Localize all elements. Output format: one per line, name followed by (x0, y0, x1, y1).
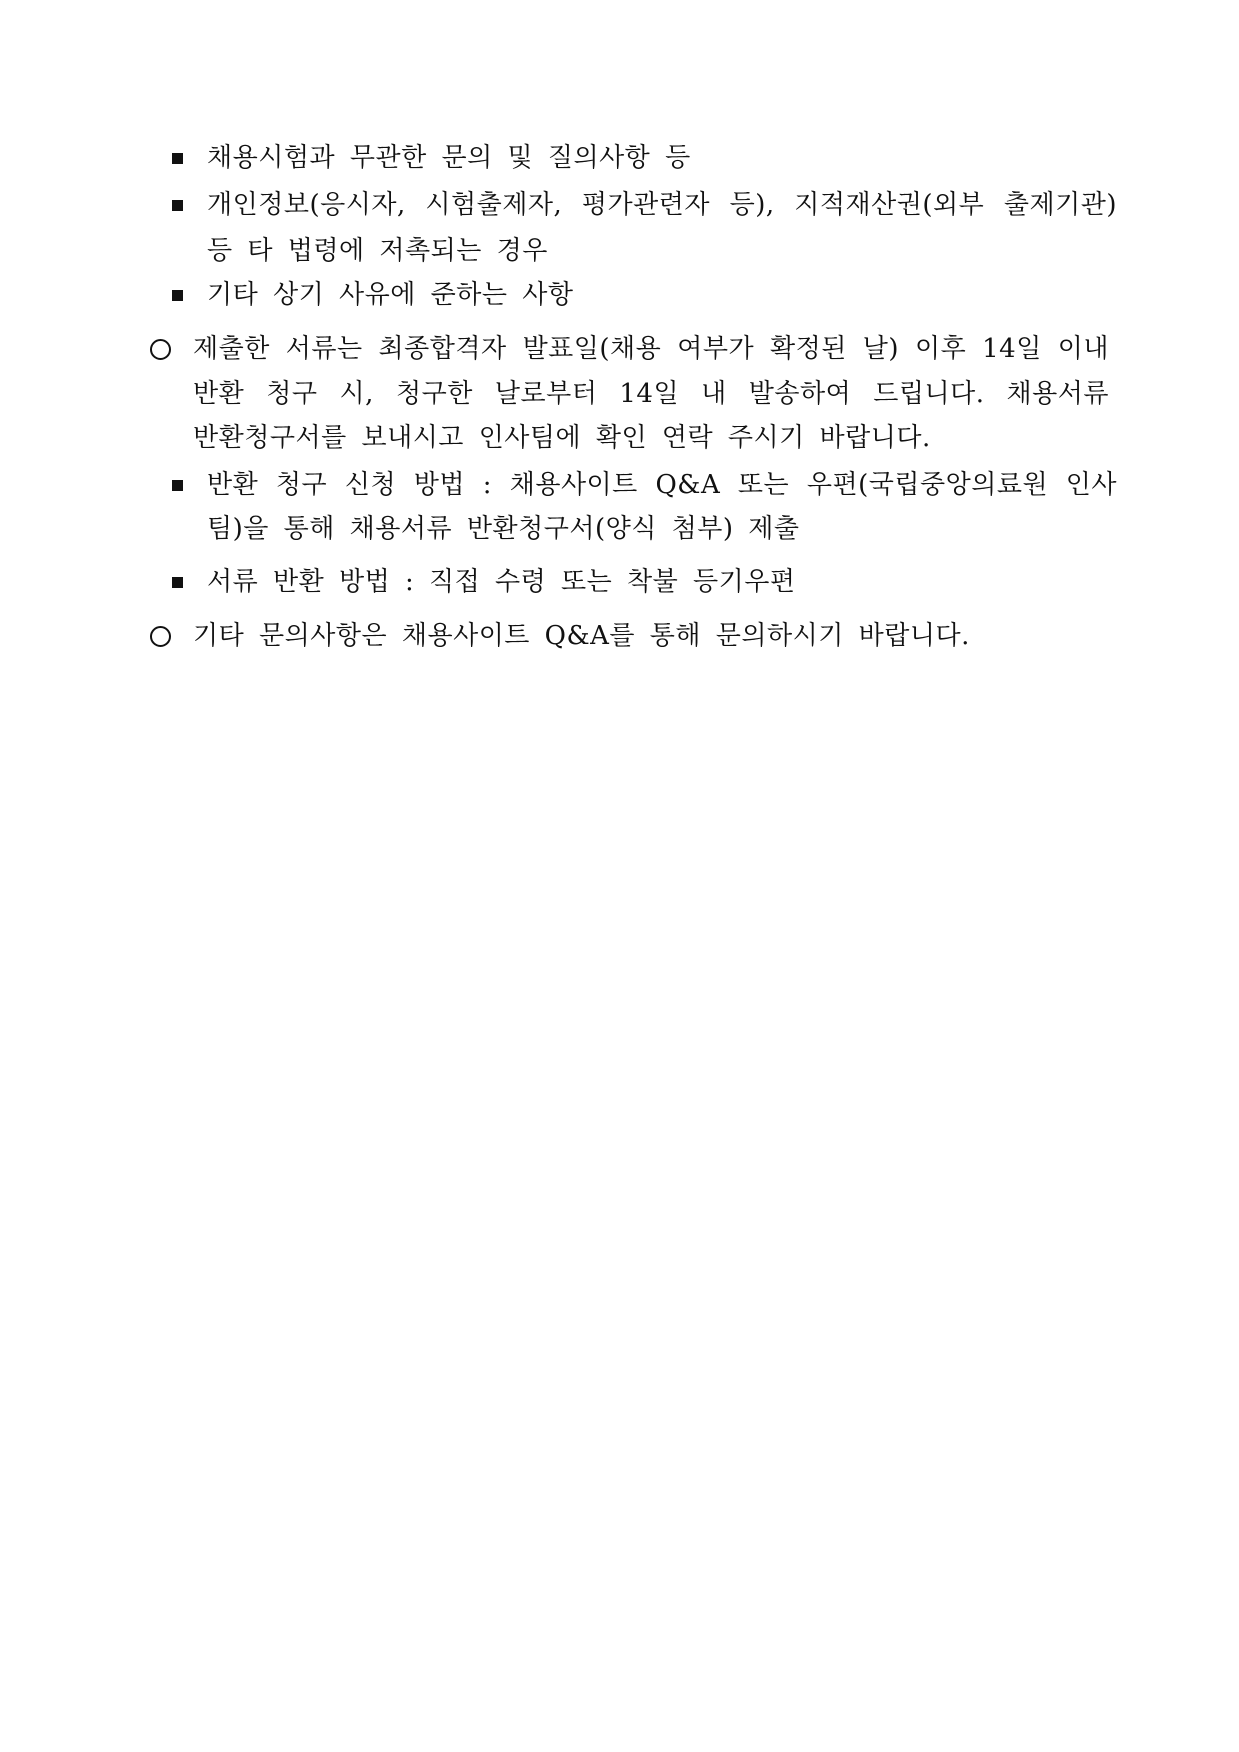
bullet-text: 개인정보(응시자, 시험출제자, 평가관련자 등), 지적재산권(외부 출제기관) (207, 190, 1117, 220)
circle-item-text: 기타 문의사항은 채용사이트 Q&A를 통해 문의하시기 바랍니다. (193, 621, 970, 651)
square-bullet-icon (172, 480, 183, 491)
bullet-text: 반환 청구 신청 방법 : 채용사이트 Q&A 또는 우편(국립중앙의료원 인사 (207, 470, 1117, 500)
bullet-text: 기타 상기 사유에 준하는 사항 (207, 280, 574, 310)
square-bullet-icon (172, 200, 183, 211)
bullet-text: 서류 반환 방법 : 직접 수령 또는 착불 등기우편 (207, 567, 796, 597)
circle-bullet-icon (150, 339, 171, 360)
circle-item-text-continuation: 반환 청구 시, 청구한 날로부터 14일 내 발송하여 드립니다. 채용서류 (193, 379, 1109, 409)
square-bullet-icon (172, 577, 183, 588)
bullet-text: 채용시험과 무관한 문의 및 질의사항 등 (207, 143, 691, 173)
square-bullet-icon (172, 153, 183, 164)
bullet-text-continuation: 팀)을 통해 채용서류 반환청구서(양식 첨부) 제출 (207, 514, 800, 544)
circle-bullet-icon (150, 626, 171, 647)
square-bullet-icon (172, 290, 183, 301)
bullet-text-continuation: 등 타 법령에 저촉되는 경우 (207, 236, 548, 266)
circle-item-text-continuation: 반환청구서를 보내시고 인사팀에 확인 연락 주시기 바랍니다. (193, 423, 931, 453)
circle-item-text: 제출한 서류는 최종합격자 발표일(채용 여부가 확정된 날) 이후 14일 이내 (193, 334, 1109, 364)
